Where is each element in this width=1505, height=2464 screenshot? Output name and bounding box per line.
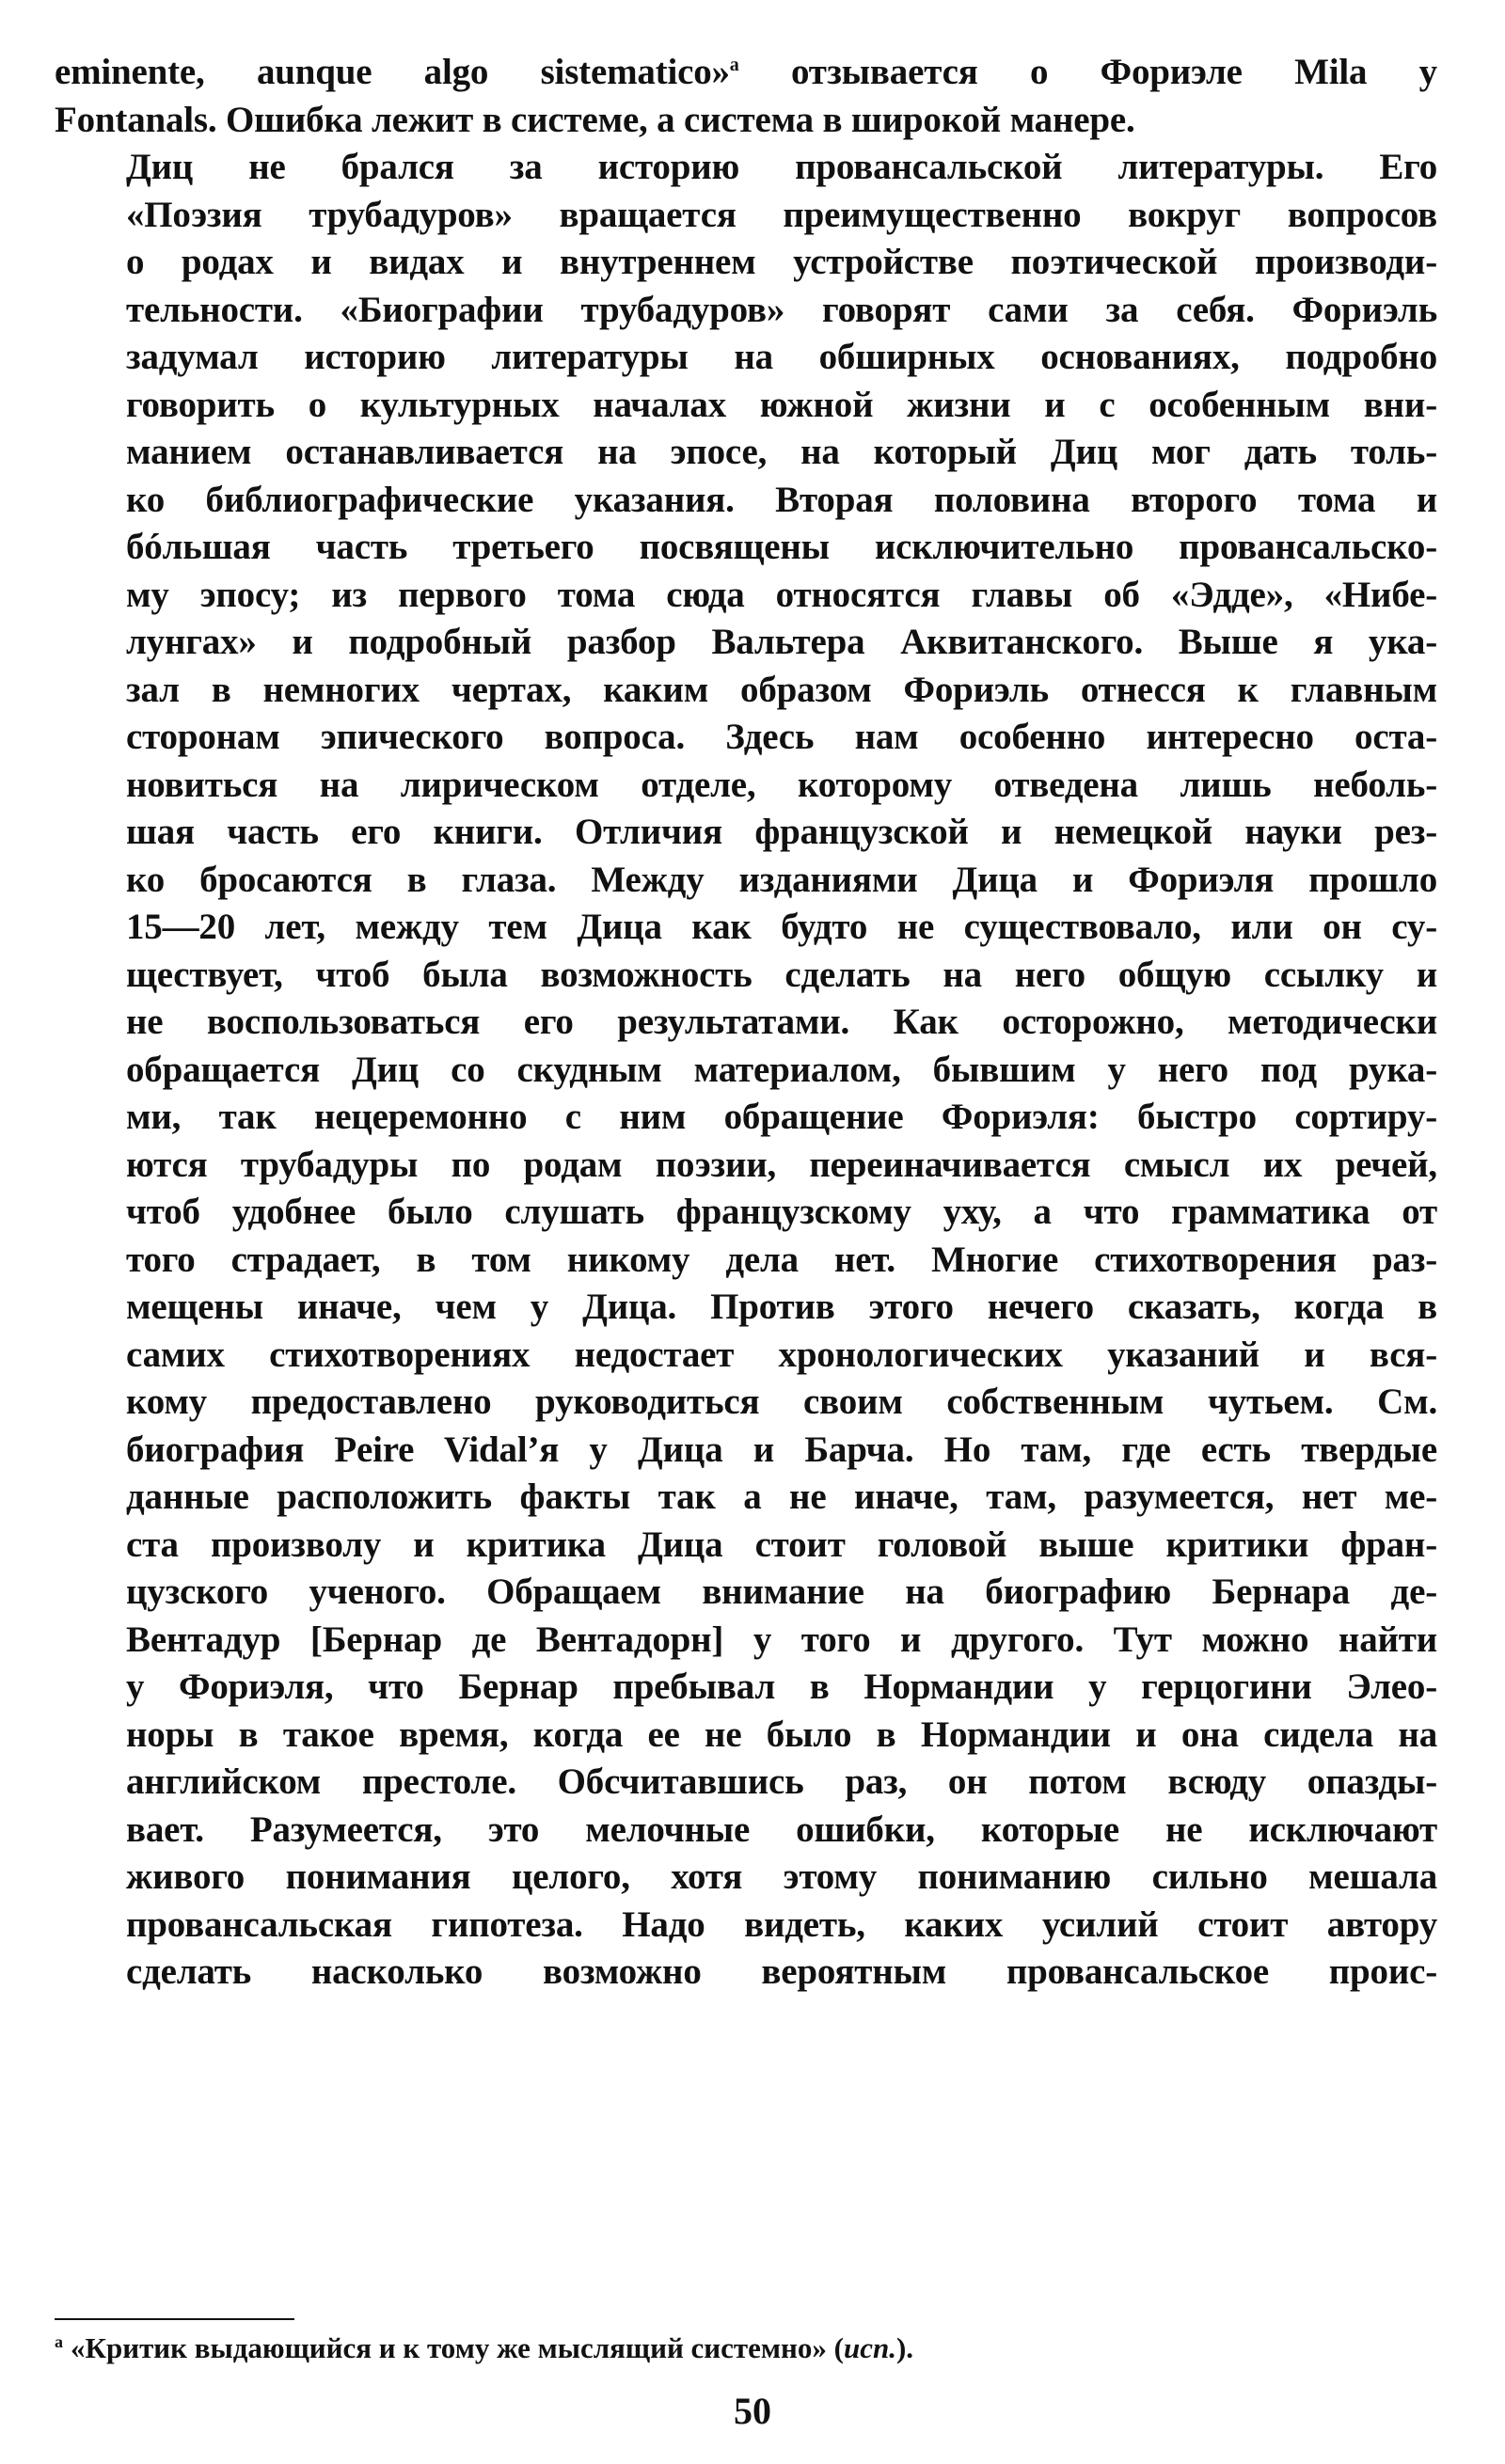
page-content	[55, 49, 1437, 1997]
text-line: новиться на лирическом отделе, которому отведена лишь неболь-	[126, 764, 1437, 805]
text-line: Fontanals. Ошибка лежит в системе, а система в широкой манере.	[55, 99, 1135, 140]
paragraph-1	[55, 49, 1437, 144]
paragraph-2	[55, 144, 1437, 1997]
text-line: ко бросаются в глаза. Между изданиями Дица и Фориэля прошло	[126, 859, 1437, 900]
footnote-reference[interactable]: a	[729, 55, 739, 75]
text-line: манием останавливается на эпосе, на который Диц мог дать толь-	[126, 432, 1437, 472]
text-line: биография Peire Vidal’я у Дица и Барча. Но там, где есть твердые	[126, 1429, 1437, 1470]
footnote-text: «Критик выдающийся и к тому же мыслящий системно» (	[71, 2331, 844, 2364]
text-line: Диц не брался за историю провансальской литературы. Его	[126, 147, 1437, 187]
text-line: данные расположить факты так а не иначе, там, разумеется, нет ме-	[126, 1477, 1437, 1517]
footnote-divider	[55, 2318, 294, 2320]
text-line: ста произволу и критика Дица стоит головой выше критики фран-	[126, 1524, 1437, 1565]
text-line: мещены иначе, чем у Дица. Против этого нечего сказать, когда в	[126, 1287, 1437, 1327]
text-line: бóльшая часть третьего посвящены исключительно провансальско-	[126, 527, 1437, 567]
text-line: тельности. «Биографии трубадуров» говорят сами за себя. Фориэль	[126, 289, 1437, 330]
text-line: говорить о культурных началах южной жизни и с особенным вни-	[126, 384, 1437, 425]
text-line: «Поэзия трубадуров» вращается преимущественно вокруг вопросов	[126, 194, 1437, 235]
text-line: кому предоставлено руководиться своим собственным чутьем. См.	[126, 1382, 1437, 1422]
text-line: обращается Диц со скудным материалом, бывшим у него под рука-	[126, 1049, 1437, 1090]
text-line: вает. Разумеется, это мелочные ошибки, которые не исключают	[126, 1809, 1437, 1850]
text-line: ществует, чтоб была возможность сделать на него общую ссылку и	[126, 954, 1437, 995]
text-line: зал в немногих чертах, каким образом Фориэль отнесся к главным	[126, 669, 1437, 710]
text-line: 15—20 лет, между тем Дица как будто не существовало, или он су-	[126, 907, 1437, 947]
text-line: самих стихотворениях недостает хронологических указаний и вся-	[126, 1334, 1437, 1375]
text-line: живого понимания целого, хотя этому пониманию сильно мешала	[126, 1856, 1437, 1897]
text-line: задумал историю литературы на обширных основаниях, подробно	[126, 337, 1437, 377]
text-line: чтоб удобнее было слушать французскому уху, а что грамматика от	[126, 1192, 1437, 1232]
text-line: сторонам эпического вопроса. Здесь нам особенно интересно оста-	[126, 717, 1437, 757]
page-number: 50	[734, 2390, 771, 2432]
footnote-italic: исп.	[843, 2331, 896, 2364]
text-line: о родах и видах и внутреннем устройстве поэтической производи-	[126, 242, 1437, 282]
footnote-closing: ).	[895, 2331, 914, 2364]
text-line: сделать насколько возможно вероятным провансальское проис-	[126, 1951, 1437, 1992]
text-line: норы в такое время, когда ее не было в Нормандии и она сидела на	[126, 1714, 1437, 1755]
text-line: провансальская гипотеза. Надо видеть, каких усилий стоит автору	[126, 1903, 1437, 1945]
text-line: шая часть его книги. Отличия французской и немецкой науки рез-	[126, 812, 1437, 852]
text-line: Вентадур [Бернар де Вентадорн] у того и другого. Тут можно найти	[126, 1619, 1437, 1660]
text-line: ются трубадуры по родам поэзии, переиначивается смысл их речей,	[126, 1144, 1437, 1185]
text-line: лунгах» и подробный разбор Вальтера Аквитанского. Выше я ука-	[126, 622, 1437, 662]
footnote-mark: a	[55, 2331, 63, 2351]
text-line: того страдает, в том никому дела нет. Многие стихотворения раз-	[126, 1239, 1437, 1280]
footnote	[55, 2330, 1437, 2367]
text-line: ми, так нецеремонно с ним обращение Фориэля: быстро сортиру-	[126, 1097, 1437, 1137]
text-line: цузского ученого. Обращаем внимание на биографию Бернара де-	[126, 1572, 1437, 1612]
body-text	[55, 49, 1437, 1997]
text-line: eminente, aunque algo sistematico»$^a$ отзывается о Фориэле Mila y	[55, 52, 1437, 92]
text-line: не воспользоваться его результатами. Как осторожно, методически	[126, 1002, 1437, 1042]
text-line: му эпосу; из первого тома сюда относятся главы об «Эдде», «Нибе-	[126, 574, 1437, 615]
text-line: английском престоле. Обсчитавшись раз, он потом всюду опазды-	[126, 1761, 1437, 1802]
text-line: у Фориэля, что Бернар пребывал в Нормандии у герцогини Элео-	[126, 1666, 1437, 1707]
text-line: ко библиографические указания. Вторая половина второго тома и	[126, 479, 1437, 520]
